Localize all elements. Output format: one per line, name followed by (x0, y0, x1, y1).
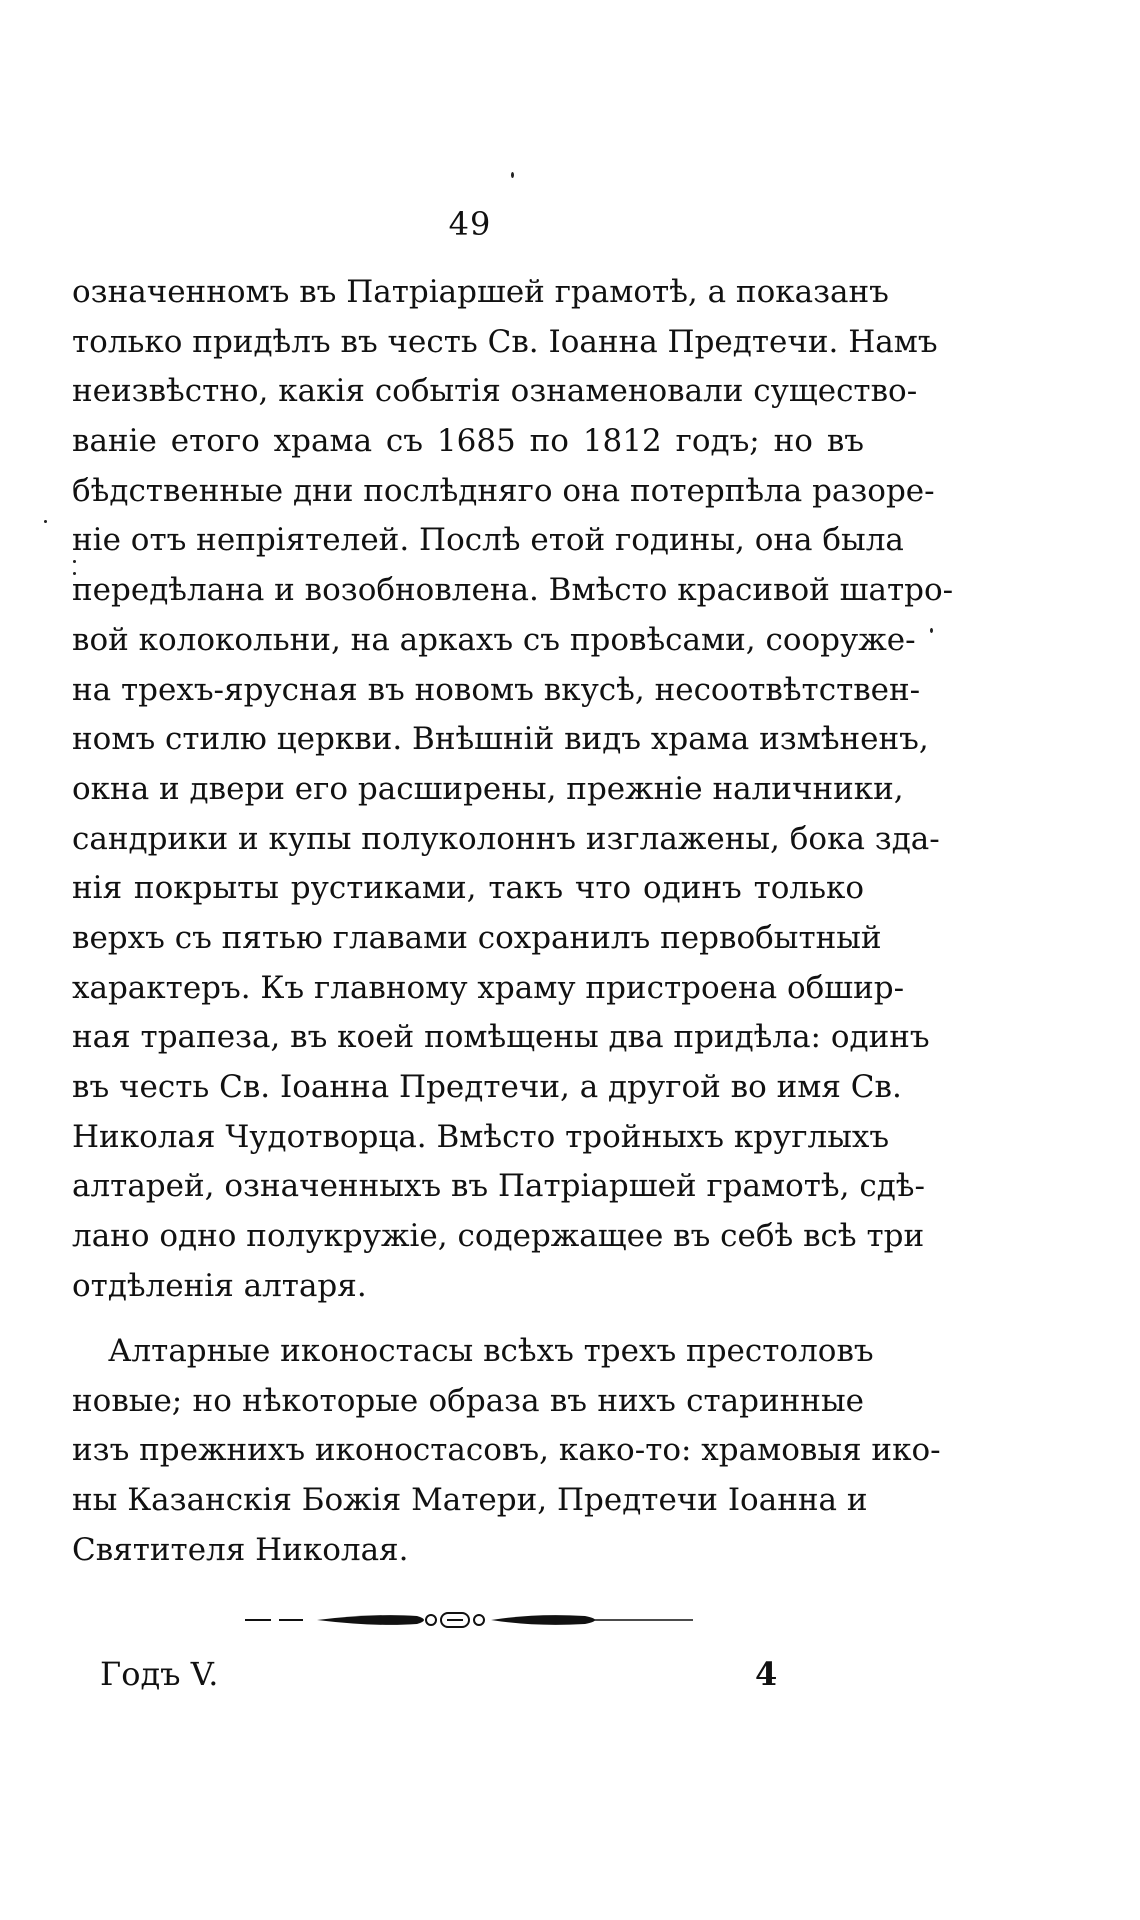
text-line: сандрики и купы полуколоннъ изглажены, бока зда- (72, 820, 940, 857)
page-number: 49 (448, 205, 492, 243)
text-line: окна и двери его расширены, прежніе наличники, (72, 770, 904, 807)
text-line: только придѣлъ въ честь Св. Іоанна Предтечи. Намъ (72, 323, 938, 360)
text-line: ная трапеза, въ коей помѣщены два придѣла: одинъ (72, 1019, 930, 1056)
text-line: новые; но нѣкоторые образа въ нихъ старинные (72, 1382, 864, 1419)
text-line: нія покрыты рустиками, такъ что одинъ только (72, 870, 864, 907)
text-line: Николая Чудотворца. Вмѣсто тройныхъ круглыхъ (72, 1118, 890, 1155)
signature-mark: Годъ V. (100, 1655, 219, 1693)
text-line: на трехъ-ярусная въ новомъ вкусѣ, несоотвѣтствен- (72, 671, 921, 708)
text-line: ны Казанскія Божія Матери, Предтечи Іоанна и (72, 1482, 868, 1519)
text-line: отдѣленія алтаря. (72, 1267, 367, 1304)
text-line: номъ стилю церкви. Внѣшній видъ храма измѣненъ, (72, 721, 929, 758)
text-line: бѣдственные дни послѣдняго она потерпѣла разоре- (72, 472, 935, 509)
text-line: алтарей, означенныхъ въ Патріаршей грамотѣ, сдѣ- (72, 1168, 925, 1205)
text-line: означенномъ въ Патріаршей грамотѣ, а показанъ (72, 274, 889, 310)
text-line: передѣлана и возобновлена. Вмѣсто красивой шатро- (72, 572, 954, 609)
text-line: верхъ съ пятью главами сохранилъ первобытный (72, 919, 882, 956)
text-line: Святителя Николая. (72, 1531, 409, 1568)
text-line: неизвѣстно, какія событія ознаменовали существо- (72, 373, 918, 410)
text-line: характеръ. Къ главному храму пристроена обшир- (72, 969, 905, 1006)
signature-number: 4 (755, 1655, 778, 1693)
ornament-divider (245, 1608, 695, 1632)
text-line: въ честь Св. Іоанна Предтечи, а другой во имя Св. (72, 1069, 902, 1105)
text-line: изъ прежнихъ иконостасовъ, како-то: храмовыя ико- (72, 1432, 941, 1469)
text-line: лано одно полукружіе, содержащее въ себѣ всѣ три (72, 1218, 925, 1255)
paragraph-2 (72, 1327, 941, 1575)
paragraph-1 (72, 268, 954, 1311)
text-line: Алтарные иконостасы всѣхъ трехъ престоловъ (108, 1333, 874, 1369)
text-line: ваніе етого храма съ 1685 по 1812 годъ; но въ (72, 423, 864, 460)
text-line: вой колокольни, на аркахъ съ провѣсами, сооруже- (72, 621, 916, 658)
text-line: ніе отъ непріятелей. Послѣ етой годины, она была (72, 522, 904, 559)
